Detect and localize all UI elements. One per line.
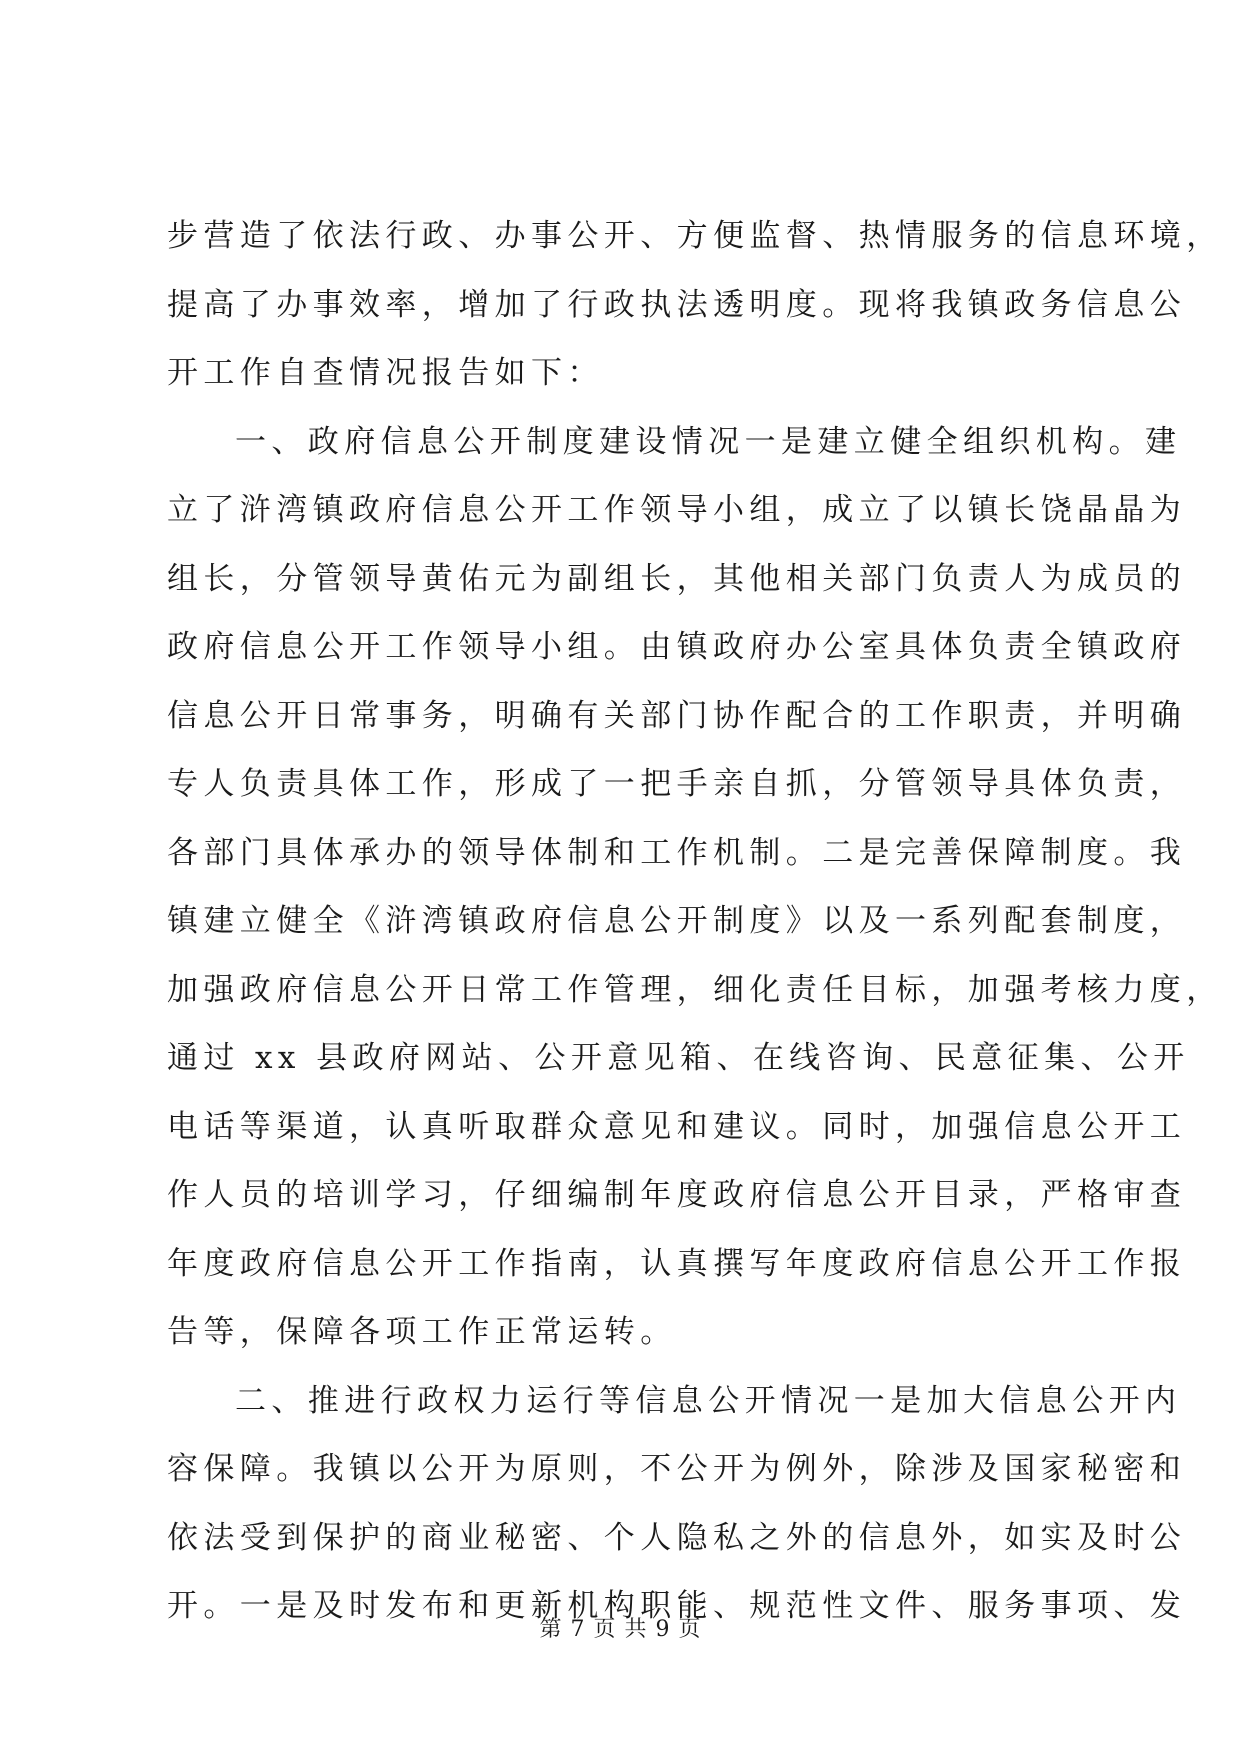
text-line: 容保障。我镇以公开为原则，不公开为例外，除涉及国家秘密和: [167, 1451, 1187, 1487]
text-line: 镇建立健全《浒湾镇政府信息公开制度》以及一系列配套制度，: [167, 903, 1187, 939]
section-heading-line: 一、政府信息公开制度建设情况一是建立健全组织机构。建: [235, 423, 1182, 460]
text-line: 开工作自查情况报告如下：: [167, 355, 604, 391]
section-heading-line: 二、推进行政权力运行等信息公开情况一是加大信息公开内: [235, 1382, 1182, 1419]
text-line: 加强政府信息公开日常工作管理，细化责任目标，加强考核力度，: [167, 971, 1223, 1008]
text-line: 提高了办事效率，增加了行政执法透明度。现将我镇政务信息公: [167, 286, 1187, 323]
text-line: 作人员的培训学习，仔细编制年度政府信息公开目录，严格审查: [167, 1177, 1187, 1213]
text-line: 通过 xx 县政府网站、公开意见箱、在线咨询、民意征集、公开: [167, 1040, 1190, 1076]
text-line: 信息公开日常事务，明确有关部门协作配合的工作职责，并明确: [167, 697, 1187, 734]
document-body: [167, 202, 1223, 1641]
text-line: 立了浒湾镇政府信息公开工作领导小组，成立了以镇长饶晶晶为: [167, 492, 1187, 528]
text-line: 开。一是及时发布和更新机构职能、规范性文件、服务事项、发: [167, 1588, 1187, 1624]
text-line: 各部门具体承办的领导体制和工作机制。二是完善保障制度。我: [167, 834, 1187, 871]
text-line: 告等，保障各项工作正常运转。: [167, 1314, 677, 1350]
page-number: 第 7 页 共 9 页: [539, 1617, 702, 1642]
text-line: 步营造了依法行政、办事公开、方便监督、热情服务的信息环境，: [167, 218, 1223, 254]
text-line: 电话等渠道，认真听取群众意见和建议。同时，加强信息公开工: [167, 1108, 1187, 1145]
text-line: 政府信息公开工作领导小组。由镇政府办公室具体负责全镇政府: [167, 629, 1187, 665]
text-line: 专人负责具体工作，形成了一把手亲自抓，分管领导具体负责，: [167, 766, 1187, 802]
text-line: 年度政府信息公开工作指南，认真撰写年度政府信息公开工作报: [167, 1245, 1187, 1282]
text-line: 依法受到保护的商业秘密、个人隐私之外的信息外，如实及时公: [167, 1519, 1187, 1556]
text-line: 组长，分管领导黄佑元为副组长，其他相关部门负责人为成员的: [167, 560, 1187, 597]
